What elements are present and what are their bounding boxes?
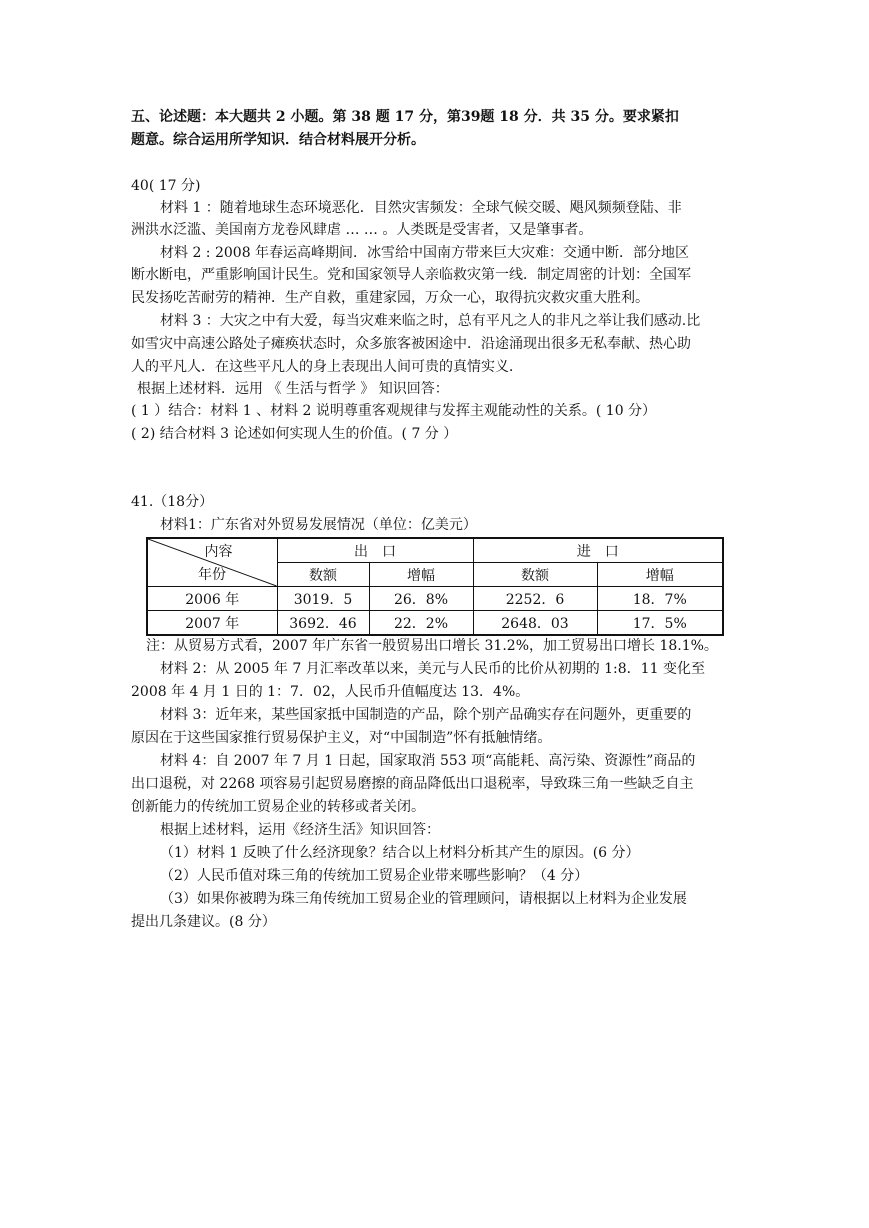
- table-row: [147, 587, 723, 611]
- cell-import-amount: 2648．03: [473, 611, 597, 636]
- cell-export-growth: 26．8%: [369, 587, 473, 611]
- table-header-row: [147, 538, 723, 563]
- q40-sub-question-1: ( 1 ）结合：材料 1 、材料 2 说明尊重客观规律与发挥主观能动性的关系。( 10 分）: [131, 403, 657, 419]
- cell-export-amount: 3692．46: [277, 611, 369, 636]
- corner-label-year: 年份: [198, 567, 226, 583]
- row-year: 2007 年: [147, 611, 277, 636]
- q41-sub-question-3-line-1: （3）如果你被聘为珠三角传统加工贸易企业的管理顾问，请根据以上材料为企业发展: [160, 891, 687, 907]
- q40-prompt: 根据上述材料．远用 《 生活与哲学 》 知识回答：: [137, 381, 449, 397]
- q40-material3-line-1: 材料 3 ：大灾之中有大爱，每当灾难来临之时，总有平凡之人的非凡之举让我们感动.比: [160, 313, 701, 329]
- q41-material3-line-2: 原因在于这些国家推行贸易保护主义，对“中国制造”怀有抵触情绪。: [131, 730, 552, 746]
- export-header: 出 口: [277, 538, 473, 563]
- subheader-import-amount: 数额: [473, 563, 597, 587]
- q41-material1-title: 材料1：广东省对外贸易发展情况（单位：亿美元）: [160, 517, 477, 533]
- q41-prompt: 根据上述材料，运用《经济生活》知识回答：: [160, 822, 440, 838]
- table-corner-cell: [147, 538, 277, 587]
- q40-material3-line-3: 人的平凡人．在这些平凡人的身上表现出人间可贵的真情实义．: [131, 359, 523, 375]
- trade-table: [146, 537, 724, 636]
- q41-number: 41.（18分）: [131, 494, 214, 510]
- cell-import-growth: 17．5%: [597, 611, 723, 636]
- q40-number: 40( 17 分): [131, 178, 201, 194]
- q41-material2-line-1: 材料 2：从 2005 年 7 月汇率改革以来，美元与人民币的比价从初期的 1:8．11 变化至: [160, 661, 705, 677]
- corner-label-content: 内容: [204, 544, 233, 560]
- q40-sub-question-2: ( 2) 结合材料 3 论述如何实现人生的价值。( 7 分 ）: [131, 426, 458, 442]
- q40-material2-line-3: 民发扬吃苦耐劳的精神．生产自救，重建家园，万众一心，取得抗灾救灾重大胜利。: [131, 290, 649, 306]
- q41-material4-line-2: 出口退税，对 2268 项容易引起贸易磨擦的商品降低出口退税率，导致珠三角一些缺乏自主: [131, 776, 694, 792]
- cell-import-growth: 18．7%: [597, 587, 723, 611]
- q40-material1-line-1: 材料 1 ：随着地球生态环境恶化．目然灾害频发：全球气候交暖、飓风频频登陆、非: [160, 200, 682, 216]
- cell-export-amount: 3019．5: [277, 587, 369, 611]
- q41-material4-line-1: 材料 4：自 2007 年 7 月 1 日起，国家取消 553 项“高能耗、高污染、资源性”商品的: [160, 753, 696, 769]
- subheader-import-growth: 增幅: [597, 563, 723, 587]
- subheader-export-amount: 数额: [277, 563, 369, 587]
- import-header: 进 口: [473, 538, 723, 563]
- q41-material3-line-1: 材料 3：近年来，某些国家抵中国制造的产品，除个别产品确实存在问题外，更重要的: [160, 707, 692, 723]
- table-row: [147, 611, 723, 636]
- cell-import-amount: 2252．6: [473, 587, 597, 611]
- q41-sub-question-2: （2）人民币值对珠三角的传统加工贸易企业带来哪些影响？（4 分）: [160, 868, 589, 884]
- row-year: 2006 年: [147, 587, 277, 611]
- q40-material1-line-2: 洲洪水泛滥、美国南方龙卷风肆虐 … … 。人类既是受害者，又是肇事者。: [131, 222, 593, 238]
- q40-material2-line-1: 材料 2 : 2008 年春运高峰期间．冰雪给中国南方带来巨大灾难：交通中断．部分地区: [160, 245, 690, 261]
- q40-material3-line-2: 如雪灾中高速公路处子瘫痪状态时，众多旅客被困途中．沿途涌现出很多无私奉献、热心助: [131, 336, 691, 352]
- q41-sub-question-3-line-2: 提出几条建议。(8 分）: [131, 914, 276, 930]
- q41-material2-line-2: 2008 年 4 月 1 日的 1：7．02，人民币升值幅度达 13．4%。: [131, 684, 530, 700]
- q41-sub-question-1: （1）材料 1 反映了什么经济现象？结合以上材料分析其产生的原因。(6 分）: [160, 845, 640, 861]
- q40-material2-line-2: 断水断电，严重影响国计民生。党和国家领导人亲临救灾第一线．制定周密的计划：全国军: [131, 267, 691, 283]
- section-heading-line-2: 题意。综合运用所学知识．结合材料展开分析。: [131, 132, 425, 148]
- subheader-export-growth: 增幅: [369, 563, 473, 587]
- q41-material4-line-3: 创新能力的传统加工贸易企业的转移或者关闭。: [131, 799, 425, 815]
- section-heading-line-1: 五、论述题：本大题共 2 小题。第 38 题 17 分，第39题 18 分．共 35 分。要求紧扣: [131, 109, 679, 125]
- cell-export-growth: 22．2%: [369, 611, 473, 636]
- q41-table-note: 注：从贸易方式看，2007 年广东省一般贸易出口增长 31.2%，加工贸易出口增长 18.1%。: [146, 638, 718, 654]
